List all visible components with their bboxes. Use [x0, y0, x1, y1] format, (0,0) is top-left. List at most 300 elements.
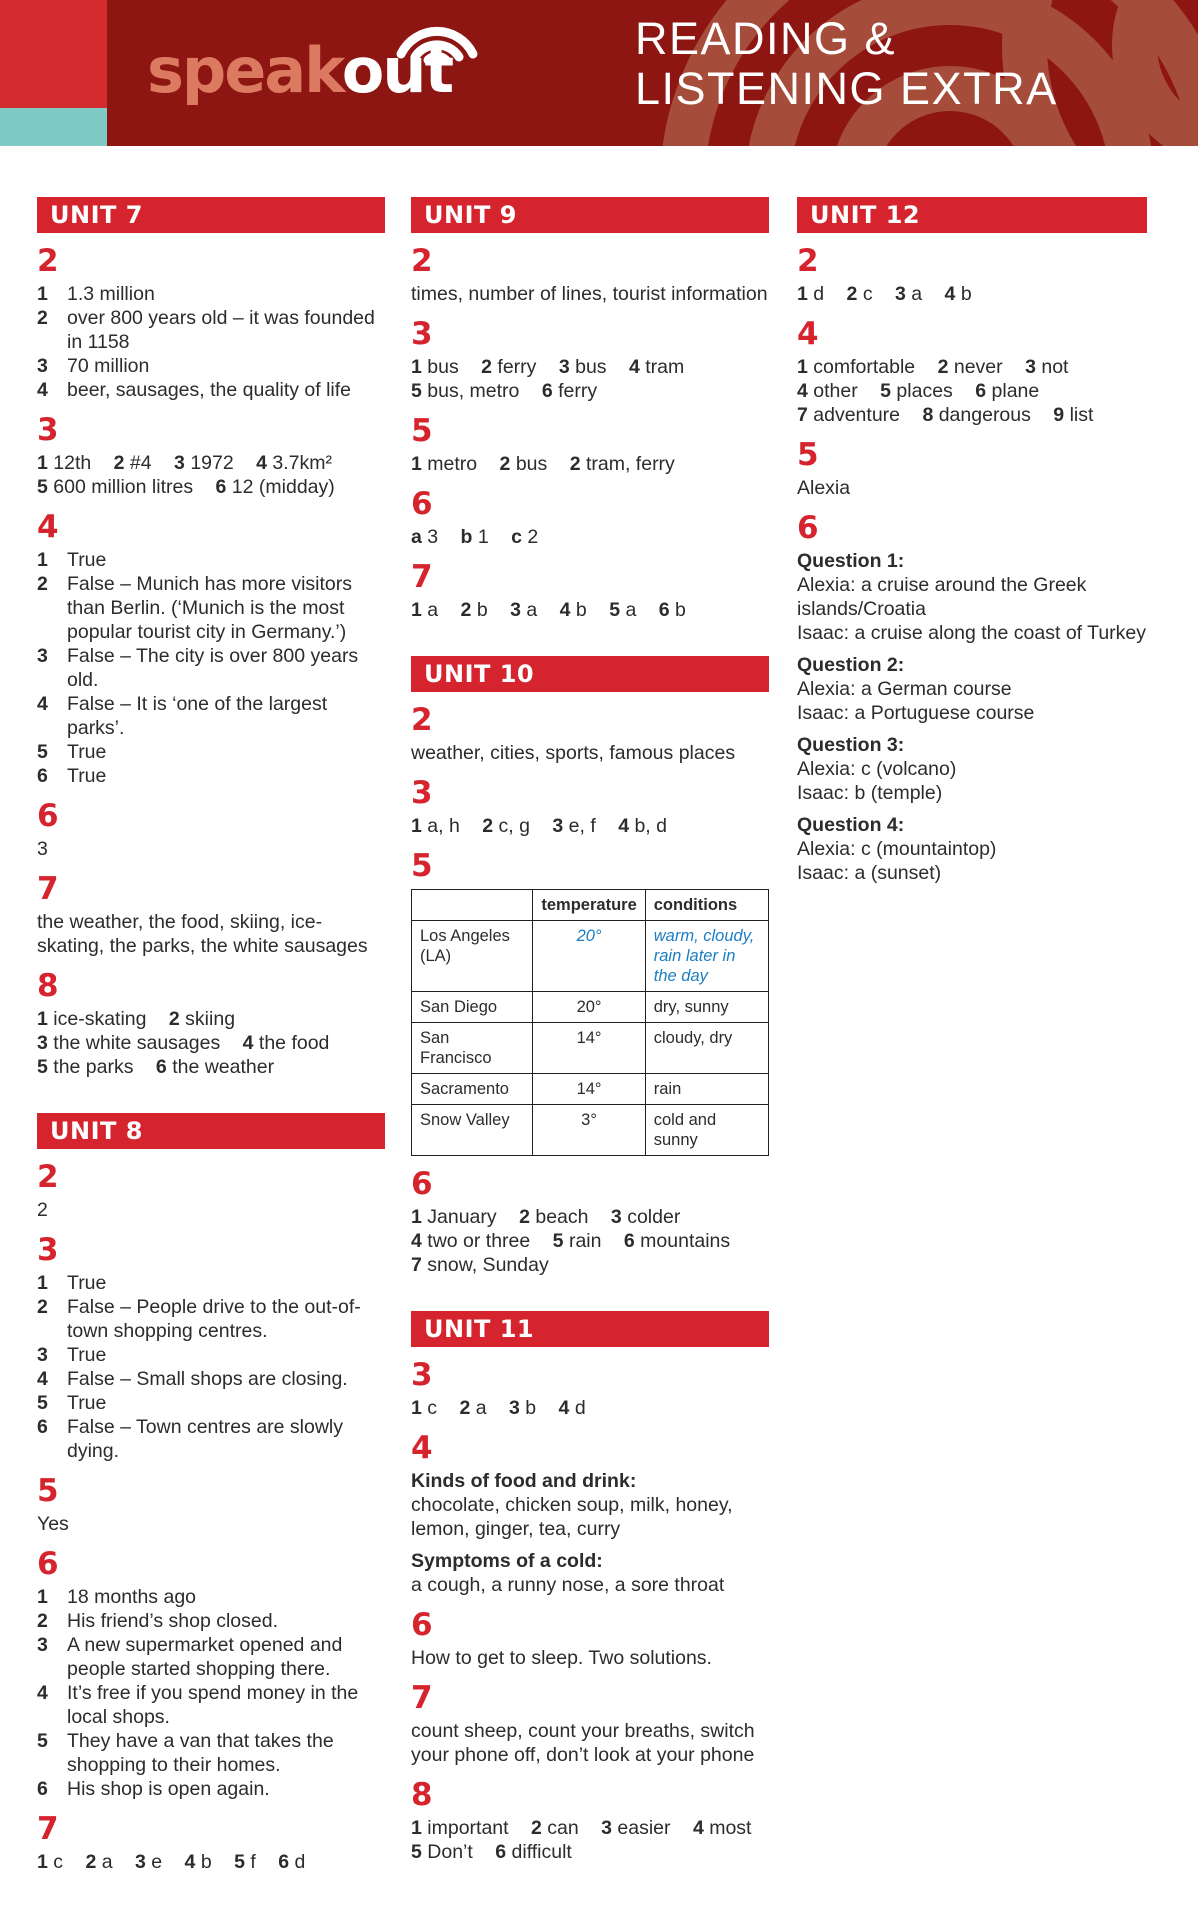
answer-text: weather, cities, sports, famous places — [411, 742, 736, 764]
answer-list — [37, 1585, 385, 1801]
answer-item-text: ferry — [492, 356, 537, 378]
answer-item-text: most — [703, 1817, 752, 1839]
answer-item — [797, 282, 824, 306]
exercise-number: 2 — [797, 243, 819, 279]
answer-section-label: Symptoms of a cold: — [411, 1550, 603, 1572]
answer-item-number: 4 — [184, 1851, 196, 1873]
answer-list — [37, 1271, 385, 1463]
answer-item — [37, 1343, 385, 1367]
exercise-number: 7 — [37, 1811, 59, 1847]
answer-item-text: 3.7km² — [267, 452, 333, 474]
answer-item — [37, 475, 193, 499]
exercise-number: 5 — [411, 413, 433, 449]
answer-item — [509, 1396, 536, 1420]
answer-item — [510, 598, 537, 622]
table-temperature-cell: 3° — [533, 1105, 645, 1156]
exercise-number: 8 — [411, 1777, 433, 1813]
exercise-number: 3 — [411, 775, 433, 811]
answer-section-line: a cough, a runny nose, a sore throat — [411, 1574, 725, 1596]
answer-item-number: 2 — [937, 356, 949, 378]
header-band — [107, 0, 1198, 146]
answer-inline-list — [411, 1205, 769, 1277]
answer-item-number: 1 — [411, 815, 422, 837]
answer-item — [174, 451, 234, 475]
table-conditions-cell: cold and sunny — [645, 1105, 768, 1156]
exercise-number: 2 — [411, 243, 433, 279]
unit-section — [411, 656, 769, 1277]
answer-item-number: 1 — [797, 283, 808, 305]
answer-item — [975, 379, 1039, 403]
answer-item-number: 3 — [37, 1032, 48, 1054]
answer-item-text: c — [857, 283, 873, 305]
exercise-number: 6 — [37, 1546, 59, 1582]
answer-inline-list — [37, 451, 385, 499]
header-title-line1: READING & — [635, 13, 897, 64]
answer-text: 2 — [37, 1199, 48, 1221]
answer-inline-list — [411, 1396, 769, 1420]
answer-item-text: They have a van that takes the shopping to their homes. — [67, 1730, 334, 1776]
answer-item — [895, 282, 922, 306]
answer-item — [37, 644, 385, 692]
exercise-number: 6 — [797, 510, 819, 546]
answer-item-number: 3 — [510, 599, 521, 621]
labeled-answers — [411, 1469, 769, 1597]
answer-item-text: b — [669, 599, 686, 621]
answer-item-number: 6 — [37, 1778, 48, 1800]
answer-item — [495, 1840, 572, 1864]
answer-item-number: 3 — [552, 815, 564, 837]
answer-item-text: It’s free if you spend money in the local shops. — [67, 1682, 359, 1728]
exercise-number: 7 — [37, 871, 59, 907]
answer-item — [500, 452, 548, 476]
header-title — [635, 14, 1058, 114]
answer-item-number: 1 — [37, 452, 48, 474]
answer-item-text: b — [471, 599, 488, 621]
answer-item-text: b — [519, 1397, 537, 1419]
answer-item-number: 4 — [558, 1397, 570, 1419]
table-temperature-cell: 14° — [533, 1023, 645, 1074]
answer-text: 3 — [37, 838, 48, 860]
answer-item-text: False – The city is over 800 years old. — [67, 645, 359, 691]
answer-item-number: 2 — [168, 1008, 180, 1030]
answer-item-number: 1 — [37, 1272, 48, 1294]
answer-inline-list — [37, 1850, 385, 1874]
answer-item-text: ferry — [552, 380, 598, 402]
answer-item — [37, 1729, 385, 1777]
answer-item — [1053, 403, 1093, 427]
answer-item-number: 4 — [37, 1682, 48, 1704]
answer-item-text: bus — [569, 356, 607, 378]
answer-item-text: 1972 — [184, 452, 234, 474]
answer-item — [797, 355, 915, 379]
answer-item-text: beach — [529, 1206, 589, 1228]
answer-item — [37, 572, 385, 644]
answer-item-text: adventure — [807, 404, 901, 426]
answer-item — [37, 1633, 385, 1681]
answer-item-number: 5 — [609, 599, 621, 621]
answer-item-text: beer, sausages, the quality of life — [67, 379, 352, 401]
answer-item — [411, 814, 460, 838]
exercise-number: 6 — [411, 486, 433, 522]
answer-item — [481, 355, 536, 379]
answer-item-text: a — [421, 599, 439, 621]
answer-item-number: 6 — [975, 380, 987, 402]
answer-item — [411, 379, 519, 403]
answer-item-text: colder — [621, 1206, 681, 1228]
answer-item-text: #4 — [124, 452, 152, 474]
table-header-cell: conditions — [645, 890, 768, 921]
answer-item-number: 6 — [658, 599, 670, 621]
answer-item-text: 18 months ago — [67, 1586, 197, 1608]
answer-item — [459, 1396, 486, 1420]
answer-item — [37, 451, 91, 475]
answer-item-number: 6 — [495, 1841, 507, 1863]
answer-item-text: not — [1035, 356, 1069, 378]
answer-item-number: 2 — [37, 1610, 48, 1632]
answer-item-number: 1 — [411, 356, 422, 378]
answer-item-number: 3 — [509, 1397, 520, 1419]
answer-item-number: 5 — [37, 741, 48, 763]
answer-item-number: 4 — [944, 283, 956, 305]
answer-item-number: 3 — [135, 1851, 146, 1873]
corner-red-block — [0, 0, 107, 108]
answer-item — [37, 378, 385, 402]
answer-list — [37, 548, 385, 788]
answer-item-number: 2 — [482, 815, 494, 837]
answer-item — [880, 379, 953, 403]
answer-item-number: 9 — [1053, 404, 1065, 426]
answer-item — [552, 814, 595, 838]
answer-item — [601, 1816, 670, 1840]
answer-item-number: 7 — [411, 1254, 422, 1276]
answer-item-number: 1 — [411, 599, 422, 621]
answer-item-text: tram, ferry — [580, 453, 675, 475]
answer-item-text: e — [145, 1851, 163, 1873]
answer-item-number: 2 — [37, 573, 48, 595]
answer-item-number: 3 — [174, 452, 185, 474]
exercise-number: 2 — [411, 702, 433, 738]
answer-item-text: False – Town centres are slowly dying. — [67, 1416, 344, 1462]
answer-item-text: 70 million — [67, 355, 150, 377]
answer-item-number: 3 — [37, 355, 48, 377]
answer-item-text: a — [520, 599, 538, 621]
answer-item-number: 2 — [519, 1206, 530, 1228]
answer-item-text: True — [67, 741, 107, 763]
answer-inline-list — [411, 1816, 769, 1864]
answer-item — [560, 598, 587, 622]
answer-item-text: plane — [986, 380, 1040, 402]
answer-item-text: 3 — [421, 526, 439, 548]
table-row — [412, 1074, 769, 1105]
answer-item — [411, 1840, 473, 1864]
answer-item-number: 2 — [459, 1397, 471, 1419]
exercise-number: 4 — [797, 316, 819, 352]
answer-item-number: 6 — [37, 1416, 48, 1438]
answer-item-number: 3 — [37, 1634, 48, 1656]
logo-text-out: out — [341, 34, 453, 107]
answer-section-line: Alexia: a German course — [797, 678, 1012, 700]
answer-section-line: Isaac: a (sunset) — [797, 862, 942, 884]
unit-title-bar: UNIT 8 — [37, 1113, 385, 1149]
answer-item-text: 2 — [522, 526, 539, 548]
answer-item-number: 3 — [1025, 356, 1036, 378]
exercise-number: 3 — [411, 316, 433, 352]
answer-text: the weather, the food, skiing, ice-skating, the parks, the white sausages — [37, 911, 368, 957]
answer-item — [624, 1229, 730, 1253]
answer-item — [37, 1007, 146, 1031]
answer-item-number: 6 — [541, 380, 553, 402]
answer-item-number: 1 — [411, 1817, 422, 1839]
answer-item-text: rain — [563, 1230, 602, 1252]
speakout-logo — [147, 34, 453, 107]
answer-item — [278, 1850, 305, 1874]
weather-table — [411, 889, 769, 1156]
answer-item — [37, 1271, 385, 1295]
answer-text: times, number of lines, tourist information — [411, 283, 768, 305]
exercise-number: 5 — [37, 1473, 59, 1509]
answer-item-text: over 800 years old – it was founded in 1158 — [67, 307, 375, 353]
table-conditions-cell: dry, sunny — [645, 992, 768, 1023]
answer-item-number: 5 — [411, 1841, 422, 1863]
answer-item-text: never — [948, 356, 1003, 378]
answer-item — [411, 1205, 497, 1229]
answer-inline-list — [797, 355, 1147, 427]
answer-item — [85, 1850, 112, 1874]
table-temperature-cell: 20° — [533, 992, 645, 1023]
answer-item-number: 4 — [797, 380, 808, 402]
answer-item-text: False – It is ‘one of the largest parks’. — [67, 693, 328, 739]
exercise-number: 3 — [37, 1232, 59, 1268]
table-temperature-cell: 14° — [533, 1074, 645, 1105]
answer-item-number: 4 — [37, 379, 48, 401]
answer-item-text: the white sausages — [47, 1032, 221, 1054]
answer-item-number: 1 — [37, 1851, 48, 1873]
answer-item-text: January — [421, 1206, 497, 1228]
answer-item-number: 1 — [411, 1397, 422, 1419]
answer-item-number: 3 — [601, 1817, 612, 1839]
answer-section-line: chocolate, chicken soup, milk, honey, lemon, ginger, tea, curry — [411, 1494, 733, 1540]
answer-item — [411, 1396, 437, 1420]
answer-item-number: 5 — [552, 1230, 564, 1252]
answer-item-number: 5 — [880, 380, 892, 402]
answer-item-number: 2 — [846, 283, 858, 305]
answer-item-text: True — [67, 1344, 107, 1366]
unit-section — [37, 1113, 385, 1874]
answer-item — [37, 1777, 385, 1801]
labeled-answers — [797, 549, 1147, 885]
answer-item-text: a, h — [421, 815, 460, 837]
answer-item — [411, 355, 459, 379]
exercise-number: 6 — [411, 1166, 433, 1202]
answer-item-number: 2 — [530, 1817, 542, 1839]
answer-item-number: 5 — [411, 380, 422, 402]
answer-text: How to get to sleep. Two solutions. — [411, 1647, 712, 1669]
answer-item — [156, 1055, 274, 1079]
answer-item-text: e, f — [563, 815, 596, 837]
exercise-number: 7 — [411, 1680, 433, 1716]
answer-item — [922, 403, 1030, 427]
answer-key-content — [0, 197, 1198, 1908]
unit-section — [411, 197, 769, 622]
answer-item-number: 6 — [278, 1851, 290, 1873]
answer-text: Yes — [37, 1513, 69, 1535]
answer-item-text: two or three — [421, 1230, 531, 1252]
exercise-number: 4 — [411, 1430, 433, 1466]
answer-item-text: b — [570, 599, 587, 621]
table-conditions-cell: warm, cloudy, rain later in the day — [645, 921, 768, 992]
table-header-cell — [412, 890, 533, 921]
answer-item-text: mountains — [634, 1230, 731, 1252]
answer-inline-list — [411, 814, 769, 838]
answer-item-number: 2 — [85, 1851, 97, 1873]
answer-item-text: 600 million litres — [47, 476, 194, 498]
answer-item-text: False – People drive to the out-of-town shopping centres. — [67, 1296, 361, 1342]
answer-item-number: 5 — [234, 1851, 245, 1873]
answer-item — [37, 764, 385, 788]
answer-item — [693, 1816, 752, 1840]
answer-item-number: 4 — [37, 693, 48, 715]
answer-item-number: 6 — [623, 1230, 635, 1252]
answer-item-number: 3 — [37, 645, 48, 667]
answer-item-text: places — [891, 380, 953, 402]
answer-text: Alexia — [797, 477, 851, 499]
answer-section-line: Isaac: a cruise along the coast of Turkey — [797, 622, 1147, 644]
answer-item-text: ice-skating — [47, 1008, 147, 1030]
answer-item-text: d — [289, 1851, 306, 1873]
table-row — [412, 1023, 769, 1074]
answer-item-number: 5 — [37, 1056, 48, 1078]
answer-inline-list — [797, 282, 1147, 306]
answer-item-text: True — [67, 549, 107, 571]
answer-item-text: b — [195, 1851, 212, 1873]
answer-item — [37, 1850, 63, 1874]
exercise-number: 2 — [37, 1159, 59, 1195]
answer-item-number: 4 — [242, 1032, 254, 1054]
answer-item-text: the food — [253, 1032, 330, 1054]
answer-item — [37, 1415, 385, 1463]
answer-item — [185, 1850, 212, 1874]
answer-item-text: His friend’s shop closed. — [67, 1610, 278, 1632]
exercise-number: 6 — [37, 798, 59, 834]
wifi-arcs-icon — [391, 4, 483, 64]
answer-item — [629, 355, 684, 379]
answer-item — [945, 282, 972, 306]
unit-title-bar: UNIT 7 — [37, 197, 385, 233]
unit-section — [797, 197, 1147, 885]
answer-item-number: 1 — [37, 1586, 48, 1608]
answer-item — [531, 1816, 579, 1840]
answer-item-text: important — [421, 1817, 509, 1839]
answer-item-text: c — [421, 1397, 438, 1419]
exercise-number: 6 — [411, 1607, 433, 1643]
answer-item — [797, 379, 858, 403]
page-header — [0, 0, 1198, 146]
answer-section-line: Alexia: c (volcano) — [797, 758, 957, 780]
answer-item-number: 5 — [37, 476, 48, 498]
answer-item-number: 1 — [37, 1008, 48, 1030]
answer-item-text: the parks — [47, 1056, 134, 1078]
answer-item — [37, 1055, 134, 1079]
answer-item-number: 2 — [481, 356, 492, 378]
answer-item-text: b — [955, 283, 972, 305]
answer-item — [570, 452, 675, 476]
answer-item-number: 4 — [618, 815, 630, 837]
answer-item-number: 2 — [113, 452, 125, 474]
answer-item-number: 4 — [628, 356, 640, 378]
answer-item — [135, 1850, 162, 1874]
answer-item-number: b — [460, 526, 473, 548]
answer-item — [37, 282, 385, 306]
answer-item-number: 1 — [411, 453, 422, 475]
answer-item-number: a — [411, 526, 422, 548]
answer-item-number: 5 — [37, 1392, 48, 1414]
answer-item-text: dangerous — [933, 404, 1031, 426]
answer-inline-list — [37, 1007, 385, 1079]
answer-item-text: b, d — [629, 815, 667, 837]
answer-item — [37, 1391, 385, 1415]
answer-item-text: 12 (midday) — [226, 476, 335, 498]
answer-item-number: 1 — [37, 283, 48, 305]
answer-item-number: 2 — [569, 453, 581, 475]
table-row — [412, 921, 769, 992]
answer-item — [37, 1295, 385, 1343]
answer-item — [411, 1229, 530, 1253]
answer-inline-list — [411, 355, 769, 403]
exercise-number: 3 — [37, 412, 59, 448]
answer-item — [256, 451, 332, 475]
answer-item — [1025, 355, 1068, 379]
answer-item — [411, 452, 477, 476]
exercise-number: 4 — [37, 509, 59, 545]
answer-item-text: tram — [639, 356, 685, 378]
unit-title-bar: UNIT 9 — [411, 197, 769, 233]
answer-item-text: bus — [510, 453, 548, 475]
answer-item-text: c — [47, 1851, 64, 1873]
table-city-cell: Los Angeles (LA) — [412, 921, 533, 992]
table-conditions-cell: cloudy, dry — [645, 1023, 768, 1074]
answer-item — [797, 403, 900, 427]
answer-item-text: skiing — [179, 1008, 236, 1030]
answer-item — [37, 1367, 385, 1391]
answer-item-number: 2 — [460, 599, 472, 621]
table-header-row — [412, 890, 769, 921]
answer-inline-list — [411, 525, 769, 549]
answer-inline-list — [411, 452, 769, 476]
table-city-cell: San Diego — [412, 992, 533, 1023]
table-row — [412, 992, 769, 1023]
answer-item-text: the weather — [166, 1056, 275, 1078]
answer-item-text: f — [244, 1851, 256, 1873]
table-temperature-cell: 20° — [533, 921, 645, 992]
answer-item-text: False – Small shops are closing. — [67, 1368, 348, 1390]
table-row — [412, 1105, 769, 1156]
answer-item — [37, 740, 385, 764]
answer-item-text: metro — [421, 453, 478, 475]
answer-item-text: 1 — [472, 526, 489, 548]
answer-item-number: 4 — [256, 452, 267, 474]
answer-item — [938, 355, 1003, 379]
answer-item — [243, 1031, 330, 1055]
answer-section-label: Kinds of food and drink: — [411, 1470, 637, 1492]
answer-item — [559, 355, 607, 379]
table-conditions-cell: rain — [645, 1074, 768, 1105]
answer-item — [461, 598, 488, 622]
answer-section-line: Alexia: a cruise around the Greek islands/Croatia — [797, 574, 1087, 620]
answer-text: count sheep, count your breaths, switch your phone off, don’t look at your phone — [411, 1720, 755, 1766]
answer-item-text: d — [569, 1397, 586, 1419]
answer-item-number: 3 — [610, 1206, 622, 1228]
answer-item — [114, 451, 152, 475]
